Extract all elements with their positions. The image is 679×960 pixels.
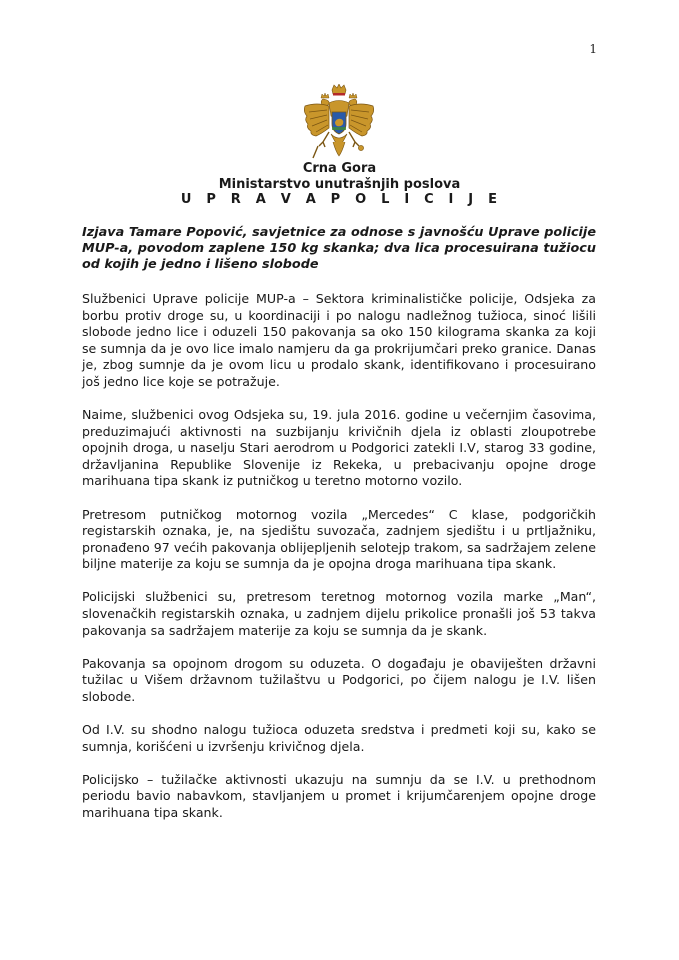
document-header bbox=[0, 161, 679, 208]
body-paragraph: Policijski službenici su, pretresom teretnog motornog vozila marke „Man“, slovenačkih registarskih oznaka, u zadnjem dijelu prikolice pronašli još 53 takva pakovanja sa sadržajem materije za koju se sumnja da je skank. bbox=[82, 589, 596, 638]
body-paragraph: Naime, službenici ovog Odsjeka su, 19. jula 2016. godine u večernjim časovima, preduzimajući aktivnosti na suzbijanju krivičnih djela iz oblasti zloupotrebe opojnih droga, u naselju Stari aerodrom u Podgorici zatekli I.V, starog 33 godine, državljanina Republike Slovenije iz Rekeka, u prebacivanju opojne droge marihuana tipa skank iz putničkog u teretno motorno vozilo. bbox=[82, 407, 596, 489]
body-paragraph: Policijsko – tužilačke aktivnosti ukazuju na sumnju da se I.V. u prethodnom periodu bavio nabavkom, stavljanjem u promet i krijumčarenjem opojne droge marihuana tipa skank. bbox=[82, 771, 596, 820]
statement-title: Izjava Tamare Popović, savjetnice za odnose s javnošću Uprave policije MUP-a, povodom zaplene 150 kg skanka; dva lica procesuirana tužiocu od kojih je jedno i lišeno slobode bbox=[82, 225, 596, 272]
body-paragraph: Službenici Uprave policije MUP-a – Sektora kriminalističke policije, Odsjeka za borbu protiv droge su, u koordinaciji i po nalogu nadležnog tužioca, sinoć lišili slobode jedno lice i oduzeli 150 pakovanja sa oko 150 kilograma skanka za koji se sumnja da je ovo lice imalo namjeru da ga prokrijumčari preko granice. Danas je, zbog sumnje da je ovom licu u prodalo skank, identifikovano i procesuirano još jedno lice koje se potražuje. bbox=[82, 291, 596, 389]
montenegro-coat-of-arms-icon bbox=[299, 84, 379, 164]
header-department: U P R A V A P O L I C I J E bbox=[180, 192, 503, 207]
header-ministry: Ministarstvo unutrašnjih poslova bbox=[218, 176, 461, 192]
page-number: 1 bbox=[589, 42, 597, 56]
body-paragraph: Pakovanja sa opojnom drogom su oduzeta. O događaju je obaviješten državni tužilac u Višem državnom tužilaštvu u Podgorici, po čijem nalogu je I.V. lišen slobode. bbox=[82, 655, 596, 704]
document-content bbox=[82, 225, 596, 838]
header-country: Crna Gora bbox=[302, 161, 377, 176]
body-paragraph: Od I.V. su shodno nalogu tužioca oduzeta sredstva i predmeti koji su, kako se sumnja, korišćeni u izvršenju krivičnog djela. bbox=[82, 721, 596, 754]
body-paragraph: Pretresom putničkog motornog vozila „Mercedes“ C klase, podgoričkih registarskih oznaka, je, na sjedištu suvozača, zadnjem sjedištu i u prtljažniku, pronađeno 97 većih pakovanja oblijepljenih selotejp trakom, sa sadržajem zelene biljne materije za koju se sumnja da je opojna droga marihuana tipa skank. bbox=[82, 506, 596, 572]
